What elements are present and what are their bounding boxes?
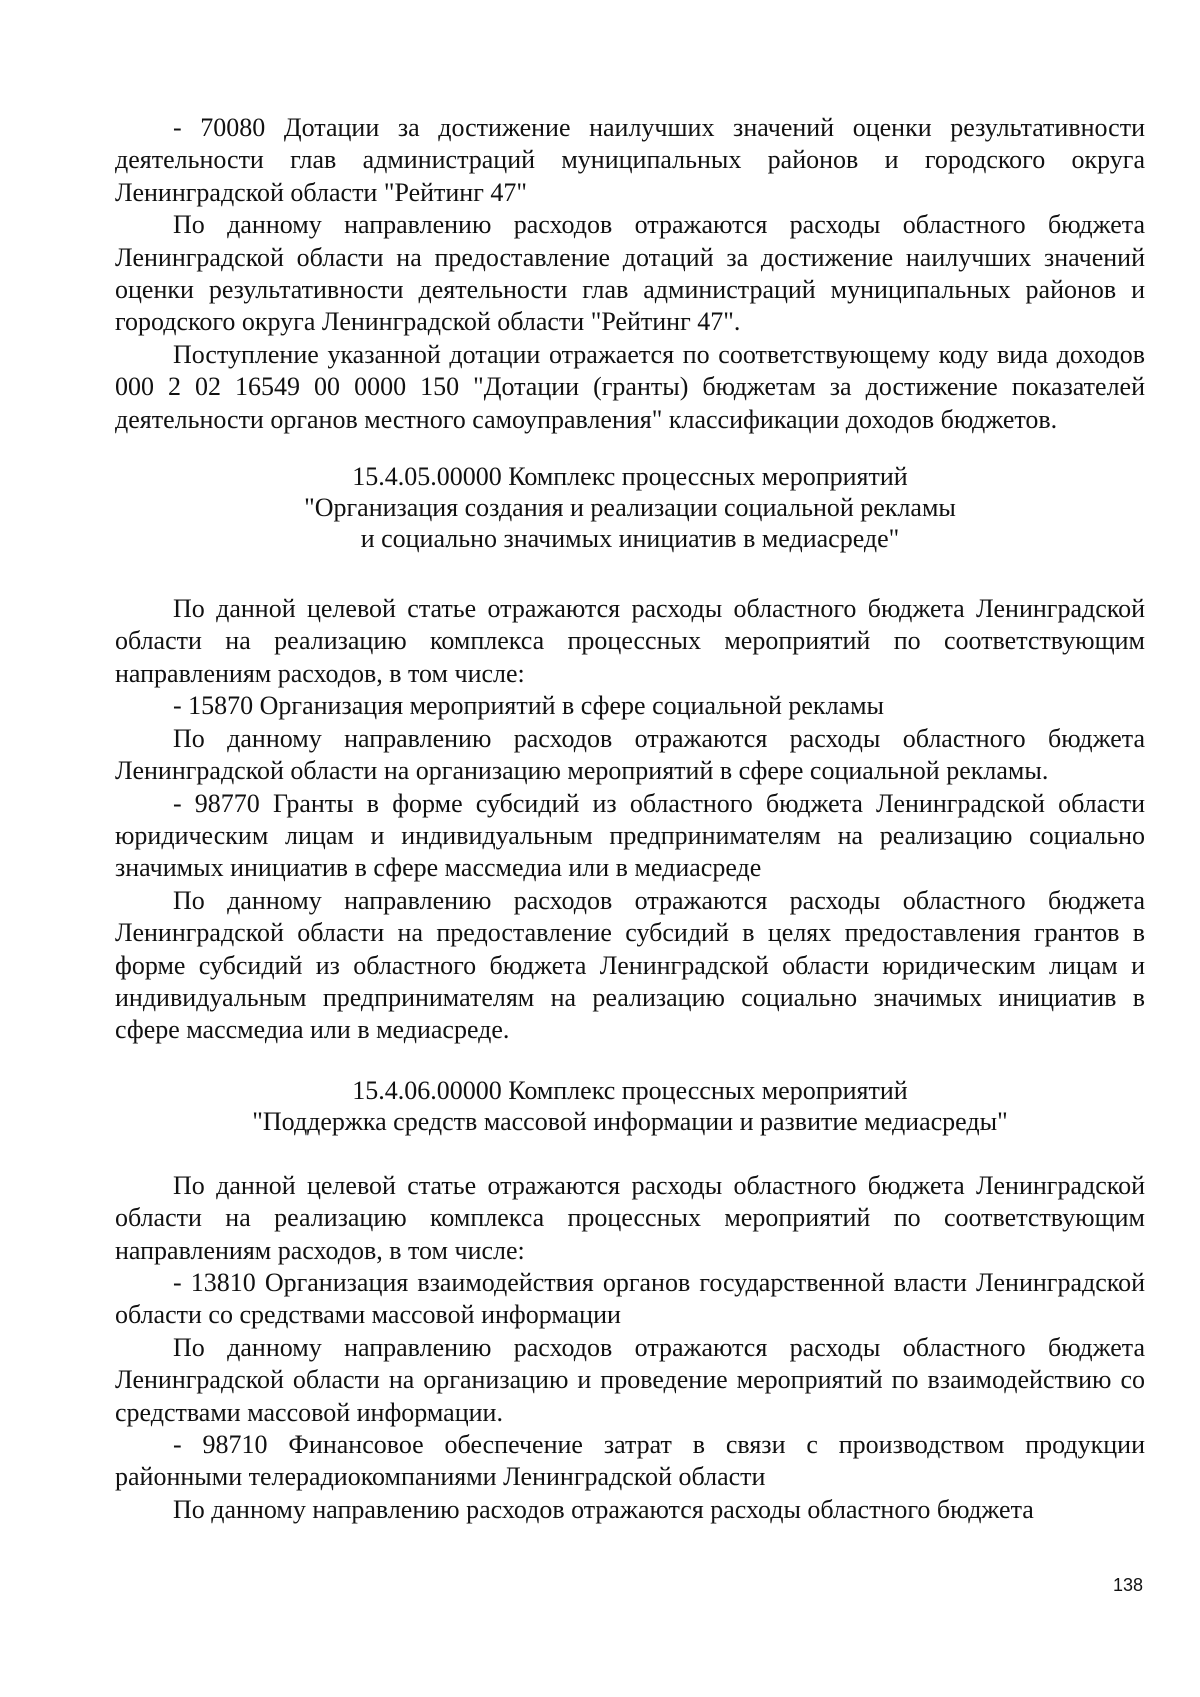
document-page: [115, 112, 1145, 1526]
section-heading-15-4-05: [115, 461, 1145, 554]
heading-line: 15.4.05.00000 Комплекс процессных мероприятий: [352, 462, 908, 492]
page-number: 138: [1113, 1575, 1144, 1595]
paragraph: По данному направлению расходов отражаются расходы областного бюджета Ленинградской области на предоставление дотаций за достижение наилучших значений оценки результативности деятельности глав администраций муниципальных районов и городского округа Ленинградской области "Рейтинг 47".: [115, 210, 1145, 337]
paragraph: По данному направлению расходов отражаются расходы областного бюджета: [173, 1494, 1034, 1524]
paragraph: - 98710 Финансовое обеспечение затрат в связи с производством продукции районными телерадиокомпаниями Ленинградской области: [115, 1430, 1145, 1492]
paragraph: По данному направлению расходов отражаются расходы областного бюджета Ленинградской области на предоставление субсидий в целях предоставления грантов в форме субсидий из областного бюджета Ленинградской области юридическим лицам и индивидуальным предпринимателям на реализацию социально значимых инициатив в сфере массмедиа или в медиасреде.: [115, 885, 1145, 1045]
paragraph: По данной целевой статье отражаются расходы областного бюджета Ленинградской области на реализацию комплекса процессных мероприятий по соответствующим направлениям расходов, в том числе:: [115, 594, 1145, 688]
heading-line: 15.4.06.00000 Комплекс процессных мероприятий: [352, 1075, 908, 1105]
paragraph: По данному направлению расходов отражаются расходы областного бюджета Ленинградской области на организацию и проведение мероприятий по взаимодействию со средствами массовой информации.: [115, 1332, 1145, 1427]
heading-line: и социально значимых инициатив в медиасреде": [360, 524, 900, 554]
paragraph: - 15870 Организация мероприятий в сфере социальной рекламы: [173, 691, 885, 721]
paragraph: По данной целевой статье отражаются расходы областного бюджета Ленинградской области на реализацию комплекса процессных мероприятий по соответствующим направлениям расходов, в том числе:: [115, 1170, 1145, 1265]
paragraph: - 70080 Дотации за достижение наилучших значений оценки результативности деятельности глав администраций муниципальных районов и городского округа Ленинградской области "Рейтинг 47": [115, 113, 1145, 207]
paragraph: - 98770 Гранты в форме субсидий из областного бюджета Ленинградской области юридическим лицам и индивидуальным предпринимателям на реализацию социально значимых инициатив в сфере массмедиа или в медиасреде: [115, 788, 1145, 883]
heading-line: "Организация создания и реализации социальной рекламы: [304, 493, 956, 523]
section-heading-15-4-06: [115, 1075, 1145, 1137]
paragraph: - 13810 Организация взаимодействия органов государственной власти Ленинградской области со средствами массовой информации: [115, 1267, 1145, 1330]
heading-line: "Поддержка средств массовой информации и развитие медиасреды": [252, 1106, 1008, 1136]
paragraph: По данному направлению расходов отражаются расходы областного бюджета Ленинградской области на организацию мероприятий в сфере социальной рекламы.: [115, 723, 1145, 786]
paragraph: Поступление указанной дотации отражается по соответствующему коду вида доходов 000 2 02 16549 00 0000 150 "Дотации (гранты) бюджетам за достижение показателей деятельности органов местного самоуправления" классификации доходов бюджетов.: [115, 339, 1145, 434]
